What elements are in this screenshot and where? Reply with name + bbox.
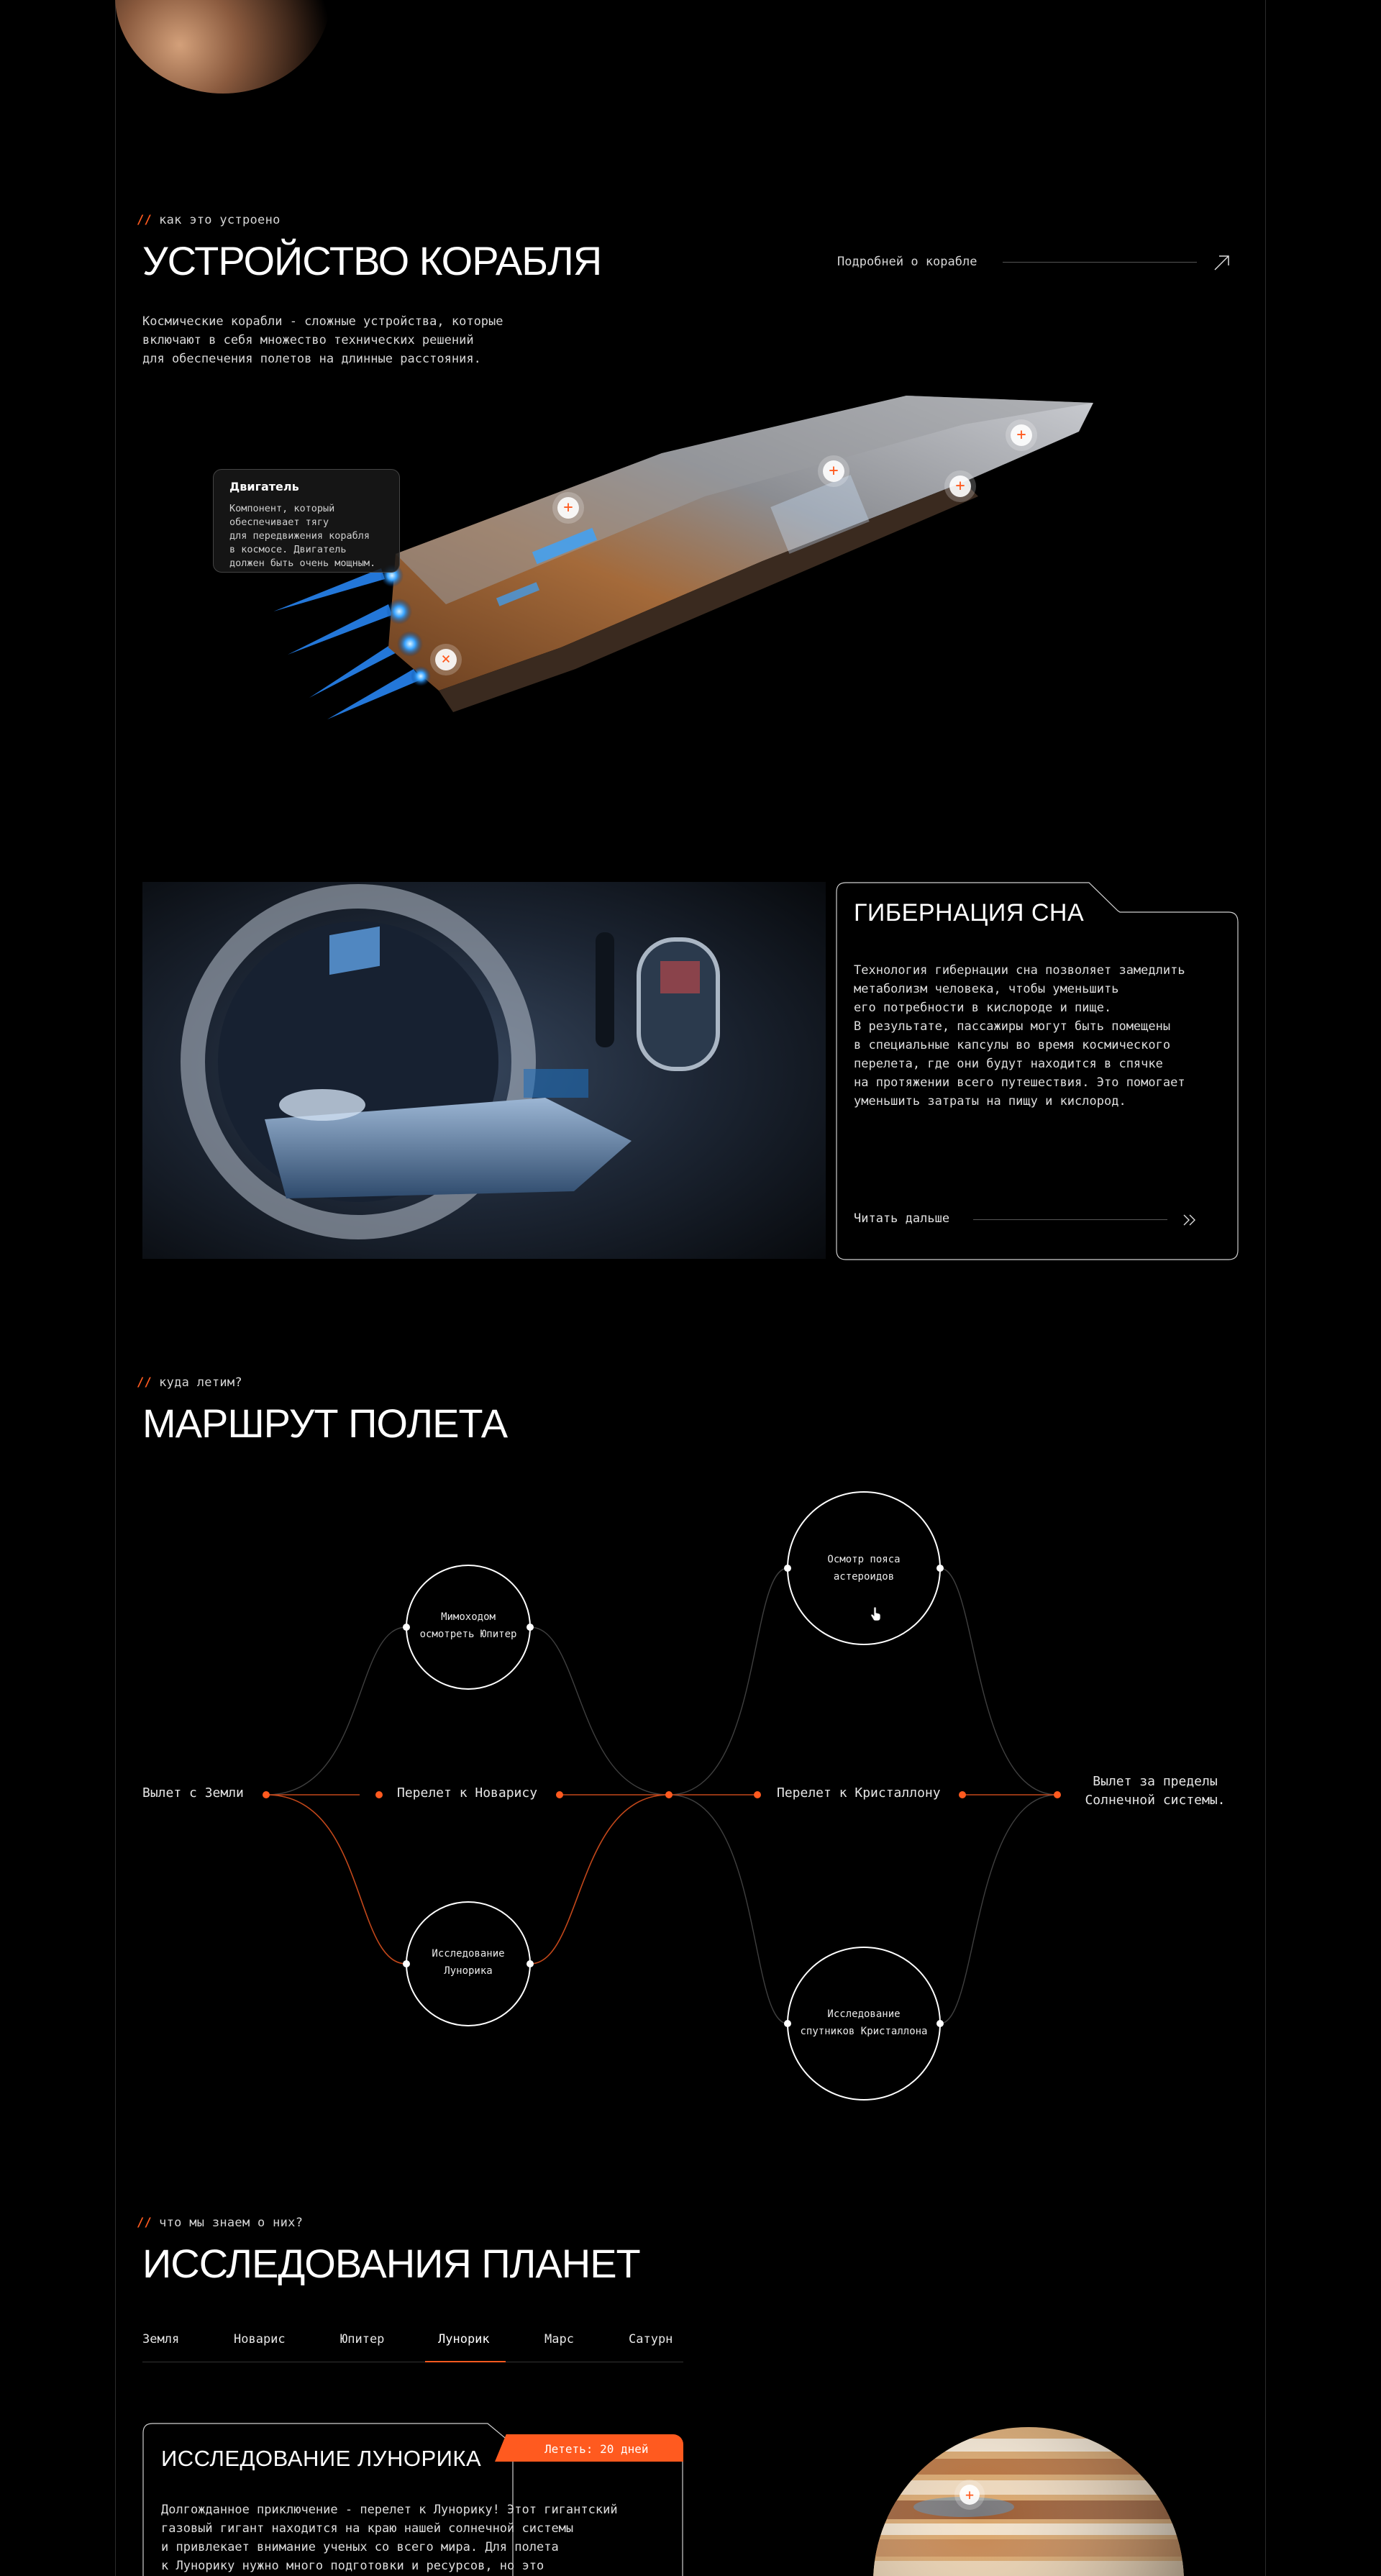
route-end-label: Вылет за пределы Солнечной системы. (1085, 1774, 1226, 1808)
route-node-jupiter[interactable]: Мимоходом осмотреть Юпитер (419, 1611, 517, 1640)
route-start-label: Вылет с Земли (142, 1785, 244, 1801)
hibernation-title: ГИБЕРНАЦИЯ СНА (854, 899, 1085, 927)
more-link-line (1003, 262, 1197, 263)
route-node-lunorik[interactable]: Исследование Лунорика (432, 1948, 505, 1977)
route-eyebrow: // куда летим? (137, 1375, 242, 1390)
hand-cursor-icon (870, 1607, 882, 1621)
route-node-asteroids[interactable]: Осмотр пояса астероидов (827, 1554, 901, 1583)
read-more-link[interactable] (854, 1210, 1213, 1230)
arrow-up-right-icon (1213, 253, 1231, 272)
more-about-ship-label: Подробней о корабле (837, 255, 977, 269)
frame-right-line (1265, 0, 1266, 2576)
read-more-line (973, 1219, 1167, 1220)
planet-tabs (142, 2331, 683, 2362)
device-title: УСТРОЙСТВО КОРАБЛЯ (142, 238, 602, 283)
hotspot-hull-1-button[interactable]: + (557, 497, 579, 519)
hotspot-nose-button[interactable]: + (1011, 424, 1032, 446)
top-planet-image (115, 0, 331, 94)
device-lead-text: Космические корабли - сложные устройства, которые включают в себя множество технических решений для обеспечения полетов на длинные расстояния. (142, 314, 503, 366)
engine-tooltip (213, 469, 400, 573)
hibernation-pod-image (142, 882, 826, 1259)
device-eyebrow: // как это устроено (137, 213, 281, 227)
tab-novaris[interactable]: Новарис (234, 2332, 286, 2347)
read-more-label: Читать дальше (854, 1211, 950, 1226)
travel-time-badge-text: Лететь: 20 дней (544, 2442, 649, 2456)
research-eyebrow: // что мы знаем о них? (137, 2216, 304, 2230)
more-about-ship-link[interactable] (837, 253, 1233, 275)
route-node-crystallon[interactable]: Исследование спутников Кристаллона (800, 2008, 928, 2037)
route-title: МАРШРУТ ПОЛЕТА (142, 1401, 508, 1446)
research-title: ИССЛЕДОВАНИЯ ПЛАНЕТ (142, 2241, 640, 2286)
double-chevron-right-icon (1181, 1211, 1198, 1229)
tab-saturn[interactable]: Сатурн (629, 2332, 673, 2347)
tab-jupiter[interactable]: Юпитер (340, 2332, 385, 2347)
hotspot-hull-2-button[interactable]: + (823, 460, 844, 482)
hibernation-text: Технология гибернации сна позволяет замедлить метаболизм человека, чтобы уменьшить его потребности в кислороде и пище. В результате, пассажиры могут быть помещены в специальные капсулы во время космического перелета, где они будут находится в спячке на протяжении всего путешествия. Это помогает уменьшить затраты на пищу и кислород. (854, 963, 1185, 1109)
frame-left-line (115, 0, 116, 2576)
route-leg1-label: Перелет к Новарису (397, 1785, 538, 1801)
route-leg2-label: Перелет к Кристаллону (777, 1785, 941, 1801)
hotspot-hull-3-button[interactable]: + (949, 475, 971, 497)
hotspot-engine-button[interactable]: × (435, 649, 457, 670)
lunorik-card-text: Долгожданное приключение - перелет к Лунорику! Этот гигантский газовый гигант находится на краю нашей солнечной системы и привлекает внимание ученых со всего мира. Для полета к Лунорику нужно много подготовки и ресурсов, но это (161, 2503, 618, 2573)
tab-lunorik[interactable]: Лунорик (438, 2332, 490, 2347)
engine-tooltip-title: Двигатель (229, 480, 299, 493)
tab-earth[interactable]: Земля (142, 2332, 180, 2347)
planet-jupiter-image (856, 2424, 1201, 2576)
lunorik-card-title: ИССЛЕДОВАНИЕ ЛУНОРИКА (161, 2446, 482, 2471)
active-tab-underline (425, 2361, 506, 2362)
hotspot-planet-button[interactable]: + (960, 2485, 980, 2505)
tab-mars[interactable]: Марс (544, 2332, 574, 2347)
engine-tooltip-text: Компонент, который обеспечивает тягу для передвижения корабля в космосе. Двигатель должен быть очень мощным. (229, 503, 376, 569)
